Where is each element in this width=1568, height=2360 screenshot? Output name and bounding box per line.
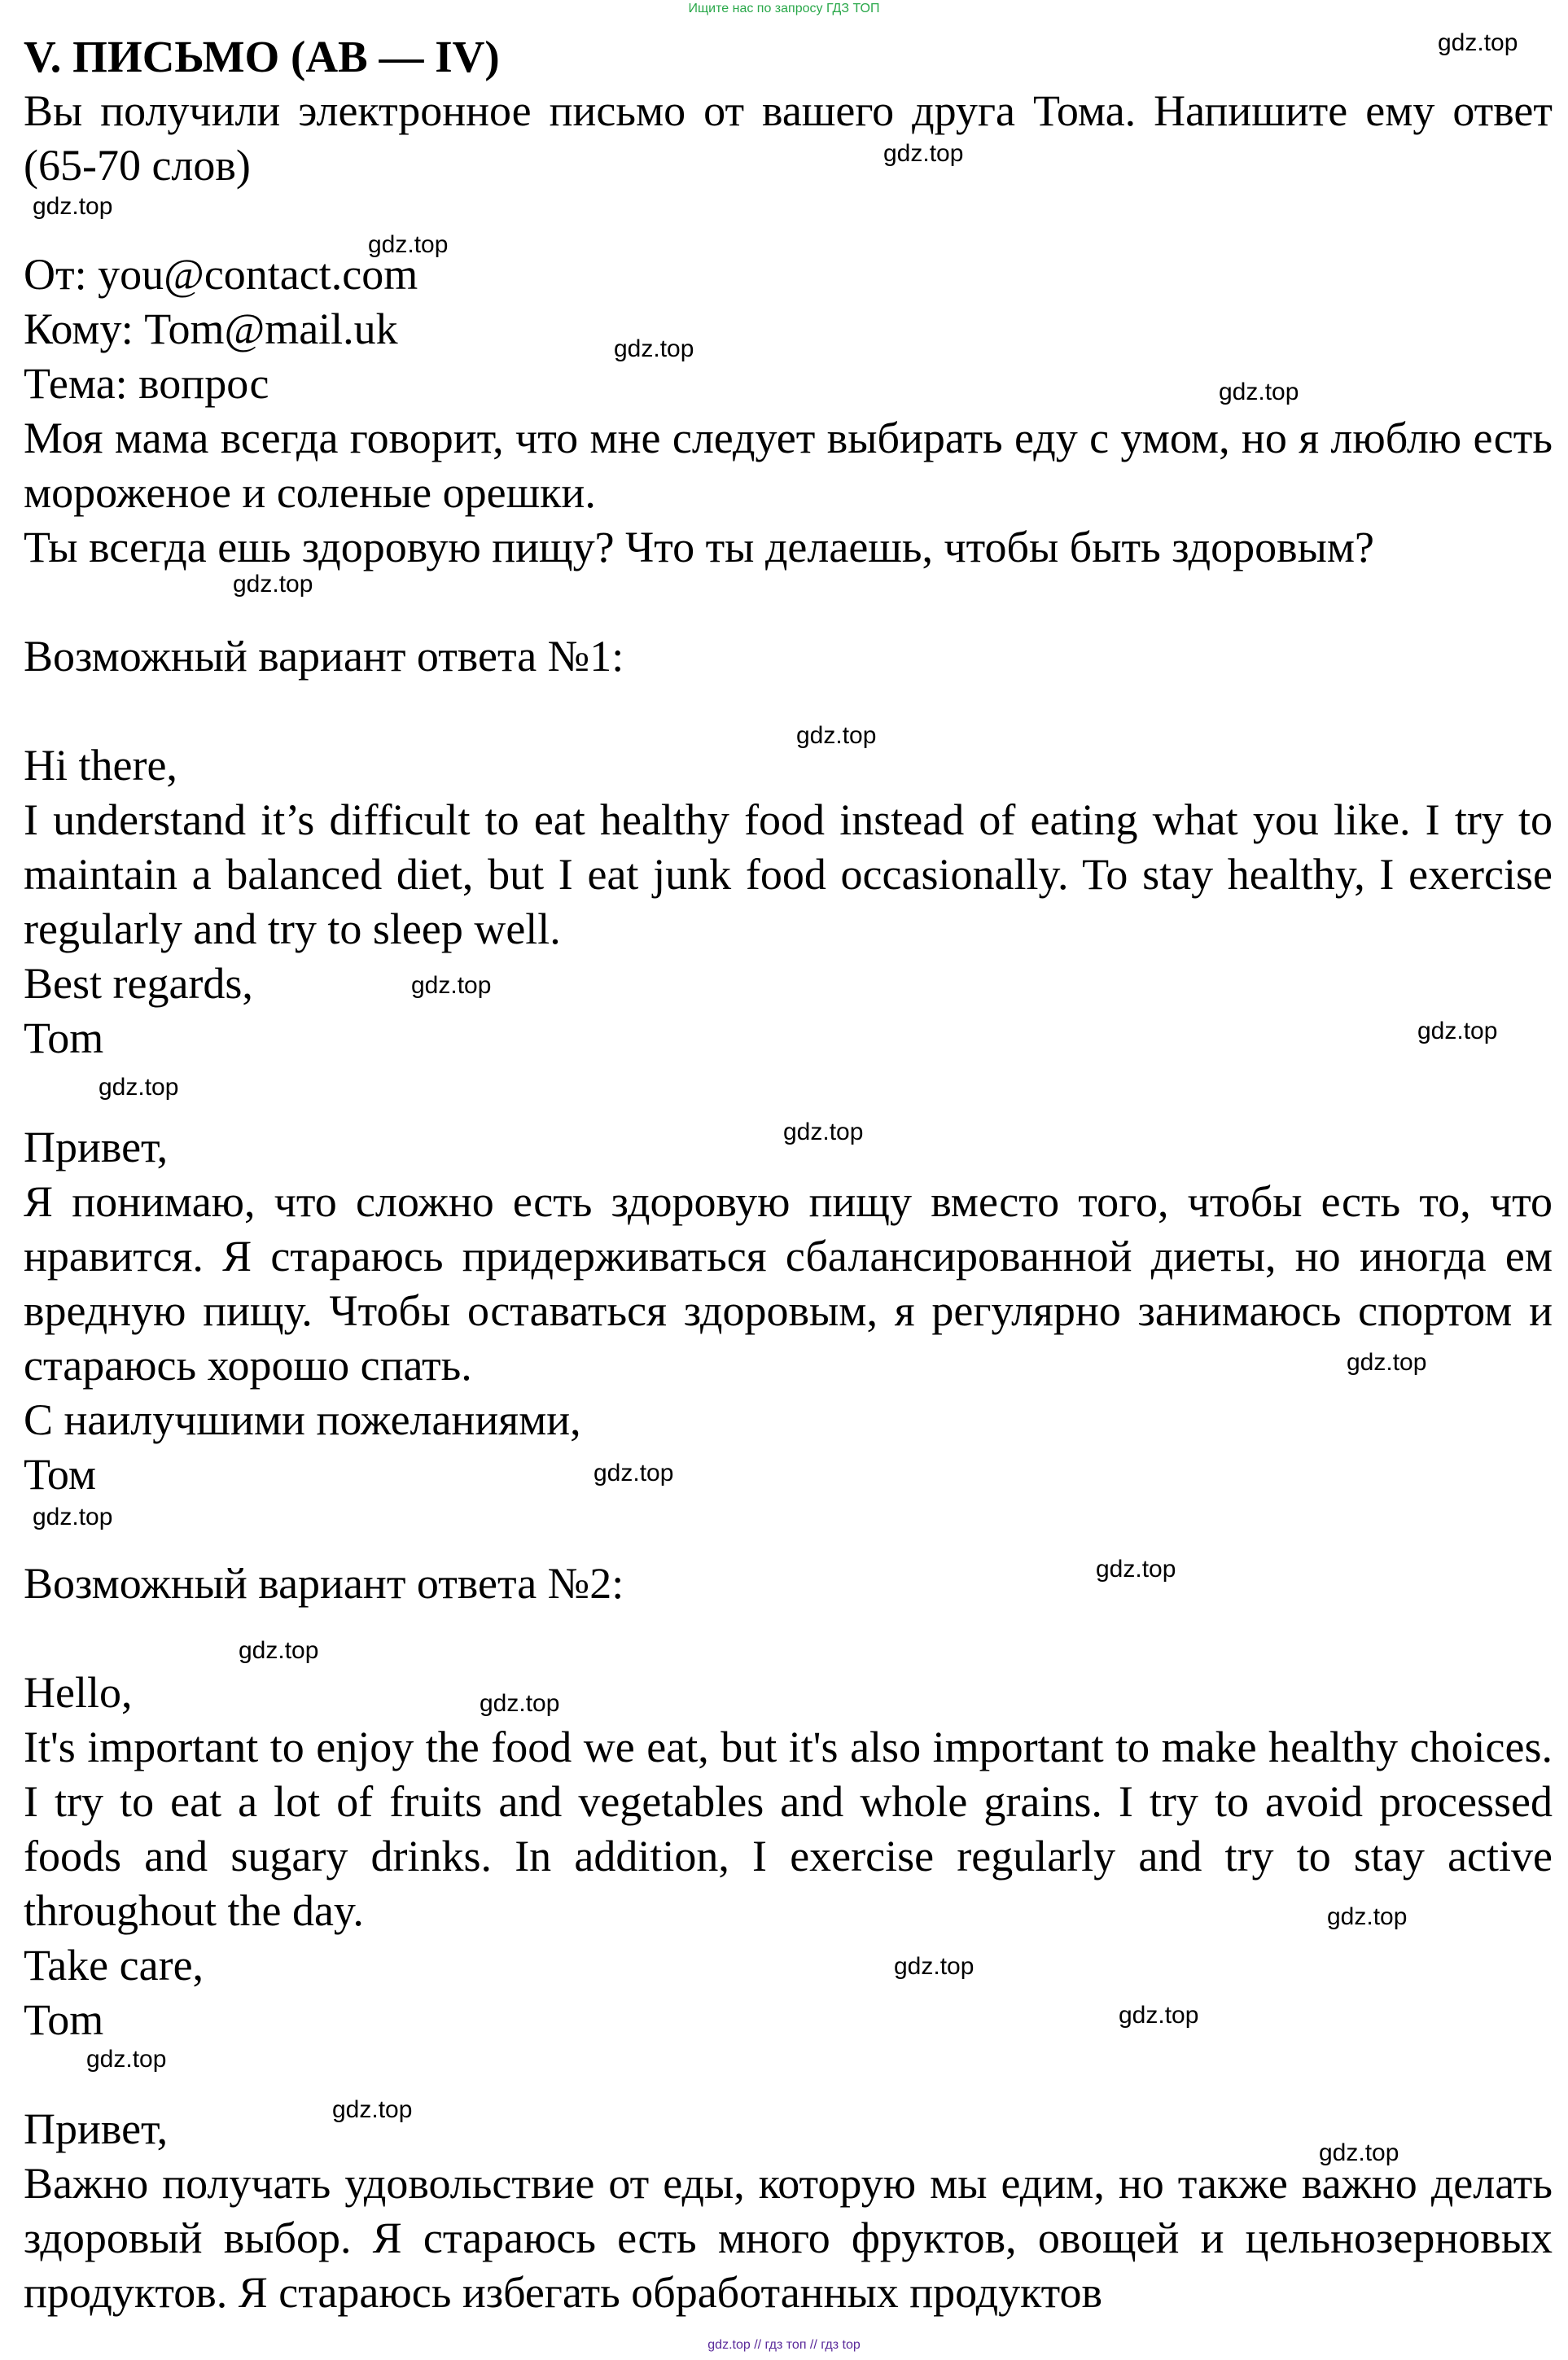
top-banner: Ищите нас по запросу ГДЗ ТОП (688, 2, 880, 15)
answer2-body: It's important to enjoy the food we eat, but it's also important to make healthy choices. I try to eat a lot of fruits and vegetables and whole grains. I try to avoid processed foods and sugary drinks. In addition, I exercise regularly and try to stay active throughout the day. (24, 1723, 1553, 1935)
watermark: gdz.top (480, 1690, 560, 1717)
answer2-ru-greeting: Привет, (24, 2104, 169, 2153)
answer1-closing: Best regards, (24, 959, 253, 1008)
email-subject: Тема: вопрос (24, 359, 269, 408)
watermark: gdz.top (33, 1504, 113, 1530)
bottom-banner: gdz.top // гдз топ // гдз top (707, 2338, 861, 2352)
watermark: gdz.top (368, 231, 449, 258)
watermark: gdz.top (332, 2096, 413, 2123)
watermark: gdz.top (1347, 1349, 1427, 1376)
watermark: gdz.top (1096, 1556, 1176, 1583)
spacer (24, 1502, 1553, 1557)
spacer (24, 1066, 1553, 1120)
watermark: gdz.top (593, 1460, 674, 1486)
watermark: gdz.top (1327, 1903, 1408, 1930)
document-body (24, 29, 1553, 2320)
watermark: gdz.top (1219, 379, 1299, 405)
answer2-greeting: Hello, (24, 1668, 133, 1717)
watermark: gdz.top (1417, 1018, 1498, 1044)
watermark: gdz.top (614, 335, 694, 362)
answer1-ru-signature: Том (24, 1450, 97, 1499)
email-to: Кому: Tom@mail.uk (24, 304, 398, 353)
watermark: gdz.top (796, 722, 877, 749)
watermark: gdz.top (239, 1637, 319, 1664)
watermark: gdz.top (783, 1119, 864, 1145)
answer1-greeting: Hi there, (24, 741, 177, 790)
watermark: gdz.top (233, 571, 313, 598)
watermark: gdz.top (99, 1074, 179, 1101)
email-body-2: Ты всегда ешь здоровую пищу? Что ты делаешь, чтобы быть здоровым? (24, 523, 1375, 571)
watermark: gdz.top (1119, 2002, 1199, 2029)
answer2-ru-body: Важно получать удовольствие от еды, которую мы едим, но также важно делать здоровый выбор. Я стараюсь есть много фруктов, овощей и цельнозерновых продуктов. Я стараюсь избегать обработанных продуктов (24, 2159, 1553, 2317)
watermark: gdz.top (411, 972, 492, 999)
watermark: gdz.top (894, 1953, 975, 1980)
answer1-ru-closing: С наилучшими пожеланиями, (24, 1395, 581, 1444)
section-title: V. ПИСЬМО (AB — IV) (24, 32, 500, 81)
spacer (24, 2047, 1553, 2102)
answer1-heading: Возможный вариант ответа №1: (24, 632, 624, 681)
answer1-ru-body: Я понимаю, что сложно есть здоровую пищу вместо того, чтобы есть то, что нравится. Я стараюсь придерживаться сбалансированной диеты, но иногда ем вредную пищу. Чтобы оставаться здоровым, я регулярно занимаюсь спортом и стараюсь хорошо спать. (24, 1177, 1553, 1390)
watermark: gdz.top (1319, 2139, 1399, 2166)
spacer (24, 193, 1553, 247)
answer1-signature: Tom (24, 1014, 104, 1062)
task-instruction: Вы получили электронное письмо от вашего друга Тома. Напишите ему ответ (65-70 слов) (24, 86, 1553, 190)
answer2-closing: Take care, (24, 1941, 204, 1990)
answer1-ru-greeting: Привет, (24, 1123, 169, 1171)
answer2-signature: Tom (24, 1995, 104, 2044)
watermark: gdz.top (86, 2046, 167, 2073)
answer2-heading: Возможный вариант ответа №2: (24, 1559, 624, 1608)
watermark: gdz.top (883, 140, 964, 167)
email-body-1: Моя мама всегда говорит, что мне следует выбирать еду с умом, но я люблю есть мороженое и соленые орешки. (24, 414, 1553, 517)
answer1-body: I understand it’s difficult to eat healthy food instead of eating what you like. I try to maintain a balanced diet, but I eat junk food occasionally. To stay healthy, I exercise regularly and try to sleep well. (24, 795, 1553, 953)
email-from: От: you@contact.com (24, 250, 418, 299)
watermark: gdz.top (1438, 29, 1518, 56)
spacer (24, 684, 1553, 738)
watermark: gdz.top (33, 193, 113, 220)
